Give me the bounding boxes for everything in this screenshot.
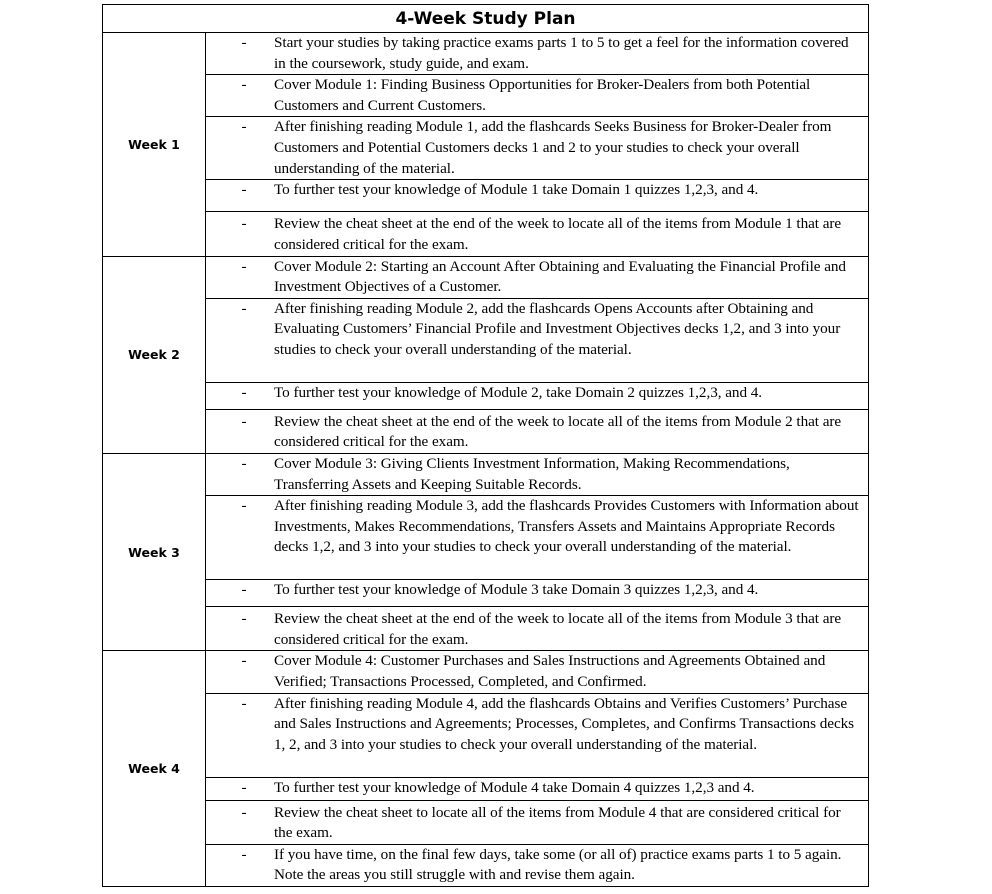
table-row — [103, 693, 869, 777]
bullet-dash: - — [241, 694, 247, 712]
item-text: After finishing reading Module 2, add the flashcards Opens Accounts after Obtaining and Evaluating Customers’ Financial Profile and Investment Objectives decks 1,2, and 3 into your studies to check your overall understanding of the material. — [274, 299, 841, 358]
list-item — [206, 496, 869, 580]
table-row — [103, 651, 869, 693]
title-row — [103, 5, 869, 33]
list-item — [206, 180, 869, 212]
table-row — [103, 580, 869, 607]
list-item — [206, 298, 869, 382]
list-item — [206, 75, 869, 117]
table-row — [103, 298, 869, 382]
table-row — [103, 607, 869, 651]
bullet-dash: - — [241, 383, 247, 401]
table-row — [103, 777, 869, 800]
list-item — [206, 117, 869, 180]
bullet-dash: - — [241, 76, 247, 94]
week-label: Week 4 — [103, 651, 206, 887]
bullet-dash: - — [241, 34, 247, 51]
table-row — [103, 800, 869, 844]
item-text: After finishing reading Module 1, add the flashcards Seeks Business for Broker-Dealer from Customers and Potential Customers decks 1 and 2 to your studies to check your overall understanding of the material. — [274, 118, 832, 177]
item-text: To further test your knowledge of Module 1 take Domain 1 quizzes 1,2,3, and 4. — [274, 181, 759, 199]
week-label: Week 1 — [103, 33, 206, 257]
plan-title: 4-Week Study Plan — [103, 5, 869, 33]
bullet-dash: - — [241, 257, 247, 275]
item-text: Cover Module 4: Customer Purchases and Sales Instructions and Agreements Obtained and Verified; Transactions Processed, Completed, and Confirmed. — [274, 652, 826, 690]
bullet-dash: - — [241, 652, 247, 670]
bullet-dash: - — [241, 412, 247, 430]
item-text: Cover Module 1: Finding Business Opportunities for Broker-Dealers from both Potential Customers and Current Customers. — [274, 76, 811, 114]
list-item — [206, 607, 869, 651]
item-text: Cover Module 2: Starting an Account After Obtaining and Evaluating the Financial Profile and Investment Objectives of a Customer. — [274, 257, 846, 296]
table-row — [103, 496, 869, 580]
list-item — [206, 382, 869, 409]
list-item — [206, 409, 869, 453]
bullet-dash: - — [241, 610, 247, 628]
study-plan-table — [102, 4, 869, 887]
week-label: Week 2 — [103, 256, 206, 453]
table-row — [103, 382, 869, 409]
table-row — [103, 453, 869, 495]
list-item — [206, 844, 869, 886]
week-label: Week 3 — [103, 453, 206, 650]
item-text: Review the cheat sheet at the end of the week to locate all of the items from Module 1 that are considered critical for the exam. — [274, 215, 842, 253]
list-item — [206, 693, 869, 777]
item-text: Review the cheat sheet at the end of the week to locate all of the items from Module 2 that are considered critical for the exam. — [274, 412, 842, 451]
bullet-dash: - — [241, 454, 247, 472]
list-item — [206, 800, 869, 844]
table-row — [103, 212, 869, 256]
bullet-dash: - — [241, 299, 247, 317]
bullet-dash: - — [241, 778, 247, 796]
item-text: Start your studies by taking practice exams parts 1 to 5 to get a feel for the information covered in the coursework, study guide, and exam. — [274, 34, 849, 72]
item-text: After finishing reading Module 3, add the flashcards Provides Customers with Information about Investments, Makes Recommendations, Transfers Assets and Maintains Appropriate Records decks 1,2, and 3 into your studies to check your overall understanding of the material. — [274, 497, 859, 556]
item-text: To further test your knowledge of Module 3 take Domain 3 quizzes 1,2,3, and 4. — [274, 581, 759, 599]
item-text: Cover Module 3: Giving Clients Investment Information, Making Recommendations, Transferring Assets and Keeping Suitable Records. — [274, 454, 790, 493]
table-row — [103, 180, 869, 212]
list-item — [206, 212, 869, 256]
table-row — [103, 256, 869, 298]
table-row — [103, 33, 869, 75]
bullet-dash: - — [241, 803, 247, 821]
list-item — [206, 580, 869, 607]
item-text: Review the cheat sheet at the end of the week to locate all of the items from Module 3 that are considered critical for the exam. — [274, 610, 842, 648]
bullet-dash: - — [241, 581, 247, 599]
item-text: Review the cheat sheet to locate all of the items from Module 4 that are considered critical for the exam. — [274, 803, 841, 842]
bullet-dash: - — [241, 497, 247, 515]
item-text: To further test your knowledge of Module 4 take Domain 4 quizzes 1,2,3 and 4. — [274, 778, 755, 796]
bullet-dash: - — [241, 215, 247, 233]
bullet-dash: - — [241, 118, 247, 136]
bullet-dash: - — [241, 845, 247, 863]
table-row — [103, 844, 869, 886]
item-text: To further test your knowledge of Module 2, take Domain 2 quizzes 1,2,3, and 4. — [274, 383, 763, 401]
table-row — [103, 117, 869, 180]
item-text: After finishing reading Module 4, add the flashcards Obtains and Verifies Customers’ Purchase and Sales Instructions and Agreements; Processes, Completes, and Confirms Transactions decks 1, 2, and 3 into your studies to check your overall understanding of the material. — [274, 694, 855, 753]
table-row — [103, 75, 869, 117]
list-item — [206, 33, 869, 75]
table-row — [103, 409, 869, 453]
list-item — [206, 453, 869, 495]
list-item — [206, 256, 869, 298]
list-item — [206, 777, 869, 800]
item-text: If you have time, on the final few days, take some (or all of) practice exams parts 1 to 5 again. Note the areas you still struggle with and revise them again. — [274, 845, 842, 884]
bullet-dash: - — [241, 181, 247, 199]
list-item — [206, 651, 869, 693]
